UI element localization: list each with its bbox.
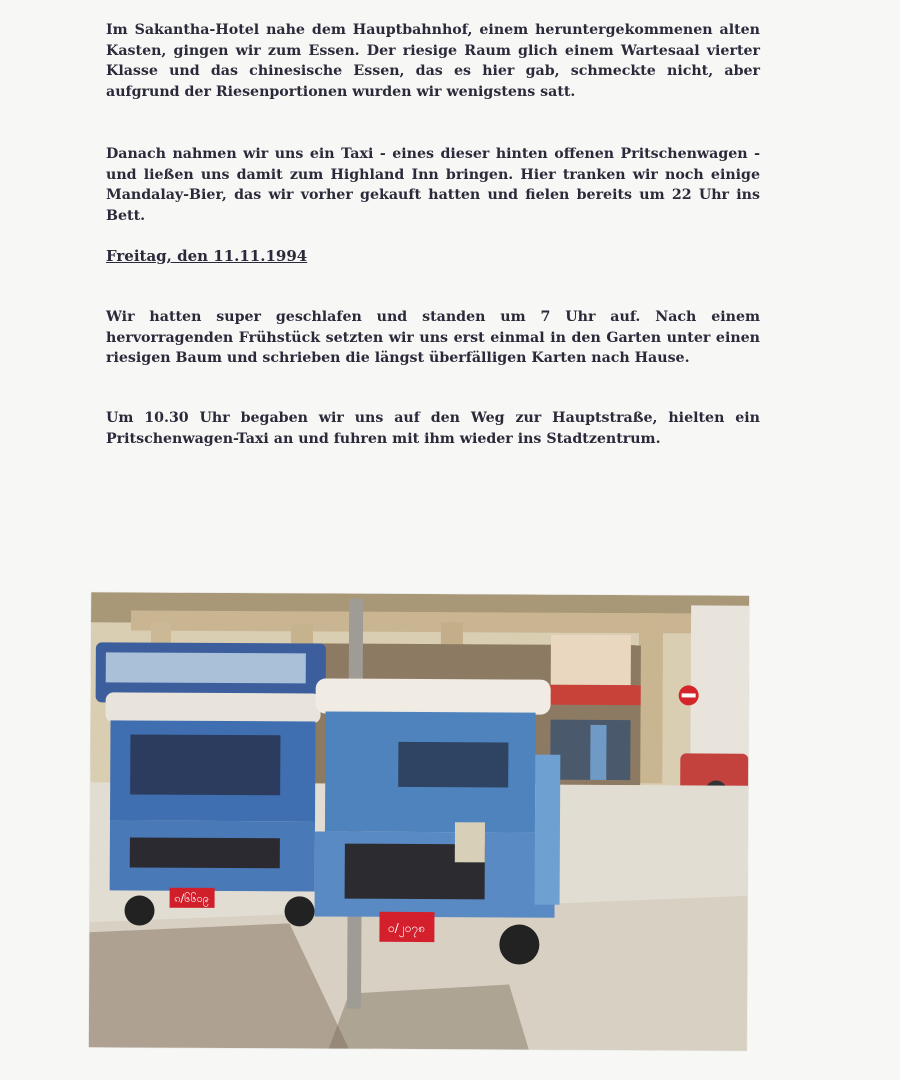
plate-left-text: ၵ/၆၆၀၉ — [174, 891, 209, 905]
paragraph-taxi: Danach nahmen wir uns ein Taxi - eines dieser hinten offenen Pritschenwagen - und ließen uns damit zum Highland Inn bringen. Hier tranken wir noch einige Mandalay-Bier, das wir vorher gekauft hatten und fielen bereits um 22 Uhr ins Bett. — [106, 146, 760, 224]
date-heading: Freitag, den 11.11.1994 — [106, 247, 308, 265]
paragraph-dinner: Im Sakantha-Hotel nahe dem Hauptbahnhof, einem heruntergekommenen alten Kasten, gingen wir zum Essen. Der riesige Raum glich einem Wartesaal vierter Klasse und das chinesische Essen, das es hier gab, schmeckte nicht, aber aufgrund der Riesenportionen wurden wir wenigstens satt. — [106, 22, 760, 100]
paragraph-morning: Wir hatten super geschlafen und standen um 7 Uhr auf. Nach einem hervorragenden Frühstück setzten wir uns erst einmal in den Garten unter einen riesigen Baum und schrieben die längst überfälligen Karten nach Hause. — [106, 309, 760, 366]
plate-right-text: ဝ/၂၀၇၈ — [387, 920, 425, 936]
taxi-photo — [89, 592, 749, 1050]
paragraph-city: Um 10.30 Uhr begaben wir uns auf den Weg zur Hauptstraße, hielten ein Pritschenwagen-Taxi an und fuhren mit ihm wieder ins Stadtzentrum. — [106, 410, 760, 447]
